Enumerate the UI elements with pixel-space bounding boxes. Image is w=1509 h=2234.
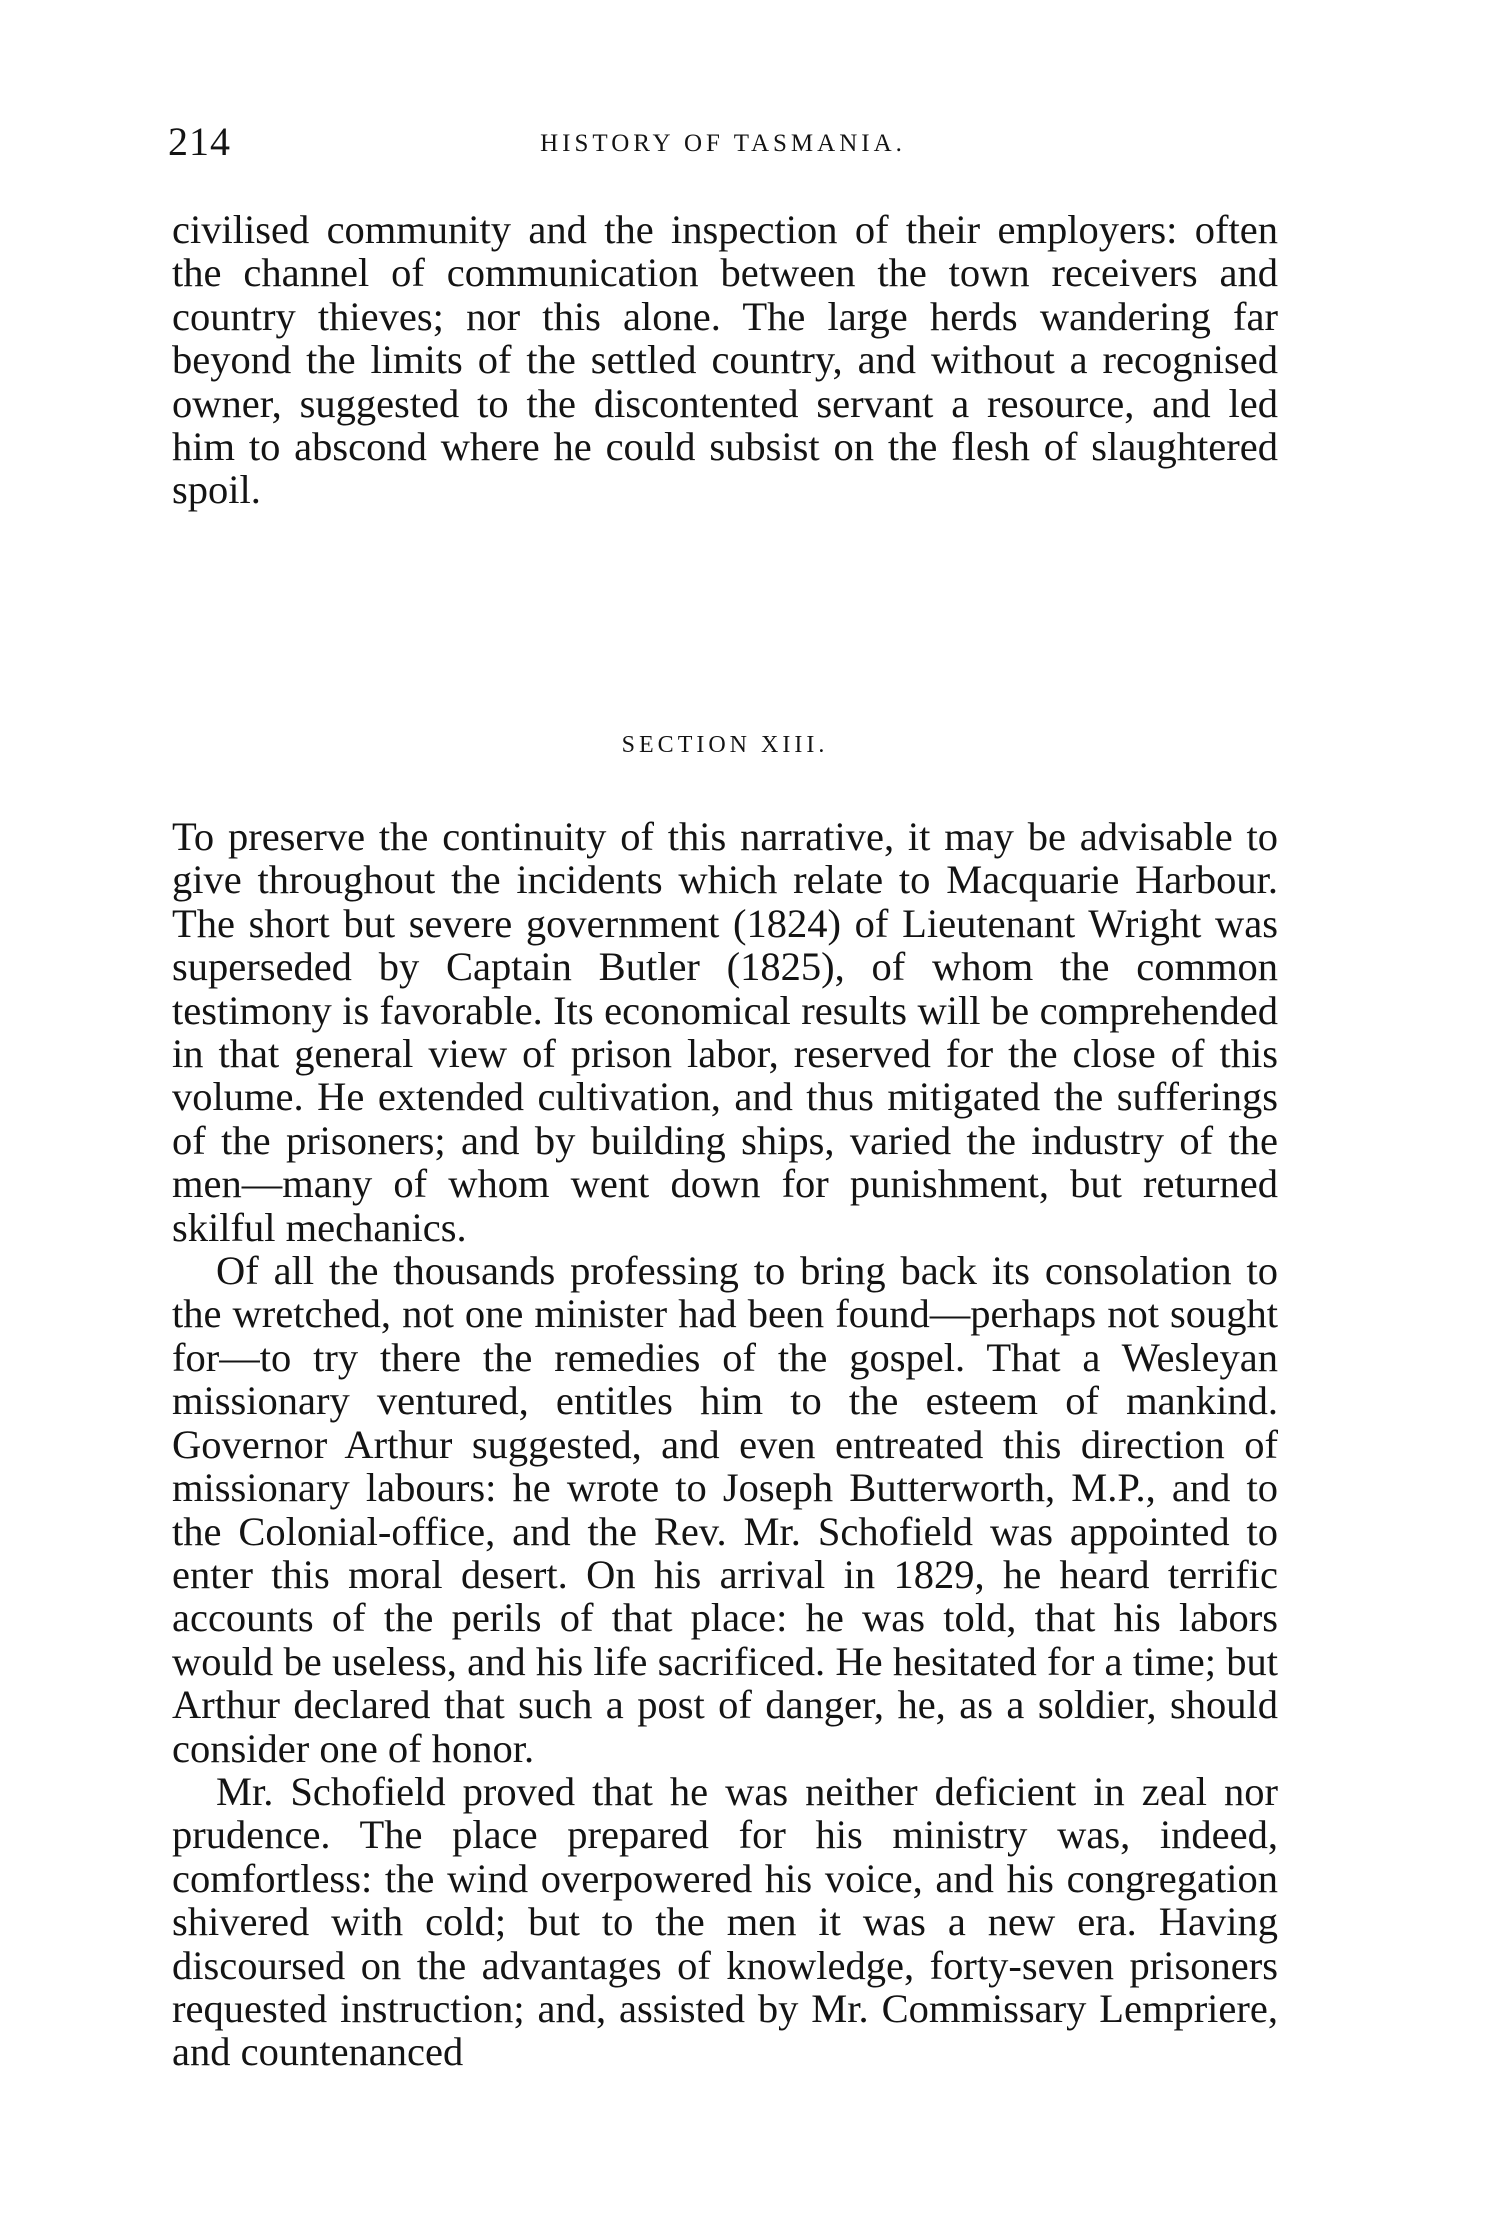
page-number: 214 bbox=[168, 119, 231, 164]
opening-text bbox=[172, 208, 1278, 512]
opening-paragraph: civilised community and the inspection of their employers: often the channel of communication between the town receivers and country thieves; nor this alone. The large herds wandering far beyond the limits of the settled country, and without a recognised owner, suggested to the discontented servant a resource, and led him to abscond where he could subsist on the flesh of slaughtered spoil. bbox=[172, 207, 1278, 513]
section-heading: SECTION XIII. bbox=[621, 732, 829, 758]
section-paragraph-2: Of all the thousands professing to bring back its consolation to the wretched, not one minister had been found—perhaps not sought for—to try there the remedies of the gospel. That a Wesleyan missionary ventured, entitles him to the esteem of mankind. Governor Arthur suggested, and even entreated this direction of missionary labours: he wrote to Joseph Butterworth, M.P., and to the Colonial-office, and the Rev. Mr. Schofield was appointed to enter this moral desert. On his arrival in 1829, he heard terrific accounts of the perils of that place: he was told, that his labors would be useless, and his life sacrificed. He hesitated for a time; but Arthur declared that such a post of danger, he, as a soldier, should consider one of honor. bbox=[172, 1248, 1278, 1771]
running-title: HISTORY OF TASMANIA. bbox=[540, 130, 906, 157]
section-paragraph-1: To preserve the continuity of this narrative, it may be advisable to give throughout the incidents which relate to Macquarie Harbour. The short but severe government (1824) of Lieutenant Wright was superseded by Captain Butler (1825), of whom the common testimony is favorable. Its economical results will be comprehended in that general view of prison labor, reserved for the close of this volume. He extended cultivation, and thus mitigated the sufferings of the prisoners; and by building ships, varied the industry of the men—many of whom went down for punishment, but returned skilful mechanics. bbox=[172, 814, 1278, 1250]
running-head bbox=[168, 118, 1278, 170]
section-body bbox=[172, 815, 1278, 2074]
section-paragraph-3: Mr. Schofield proved that he was neither deficient in zeal nor prudence. The place prepared for his ministry was, indeed, comfortless: the wind overpowered his voice, and his congregation shivered with cold; but to the men it was a new era. Having discoursed on the advantages of knowledge, forty-seven prisoners requested instruction; and, assisted by Mr. Commissary Lempriere, and countenanced bbox=[172, 1768, 1278, 2075]
